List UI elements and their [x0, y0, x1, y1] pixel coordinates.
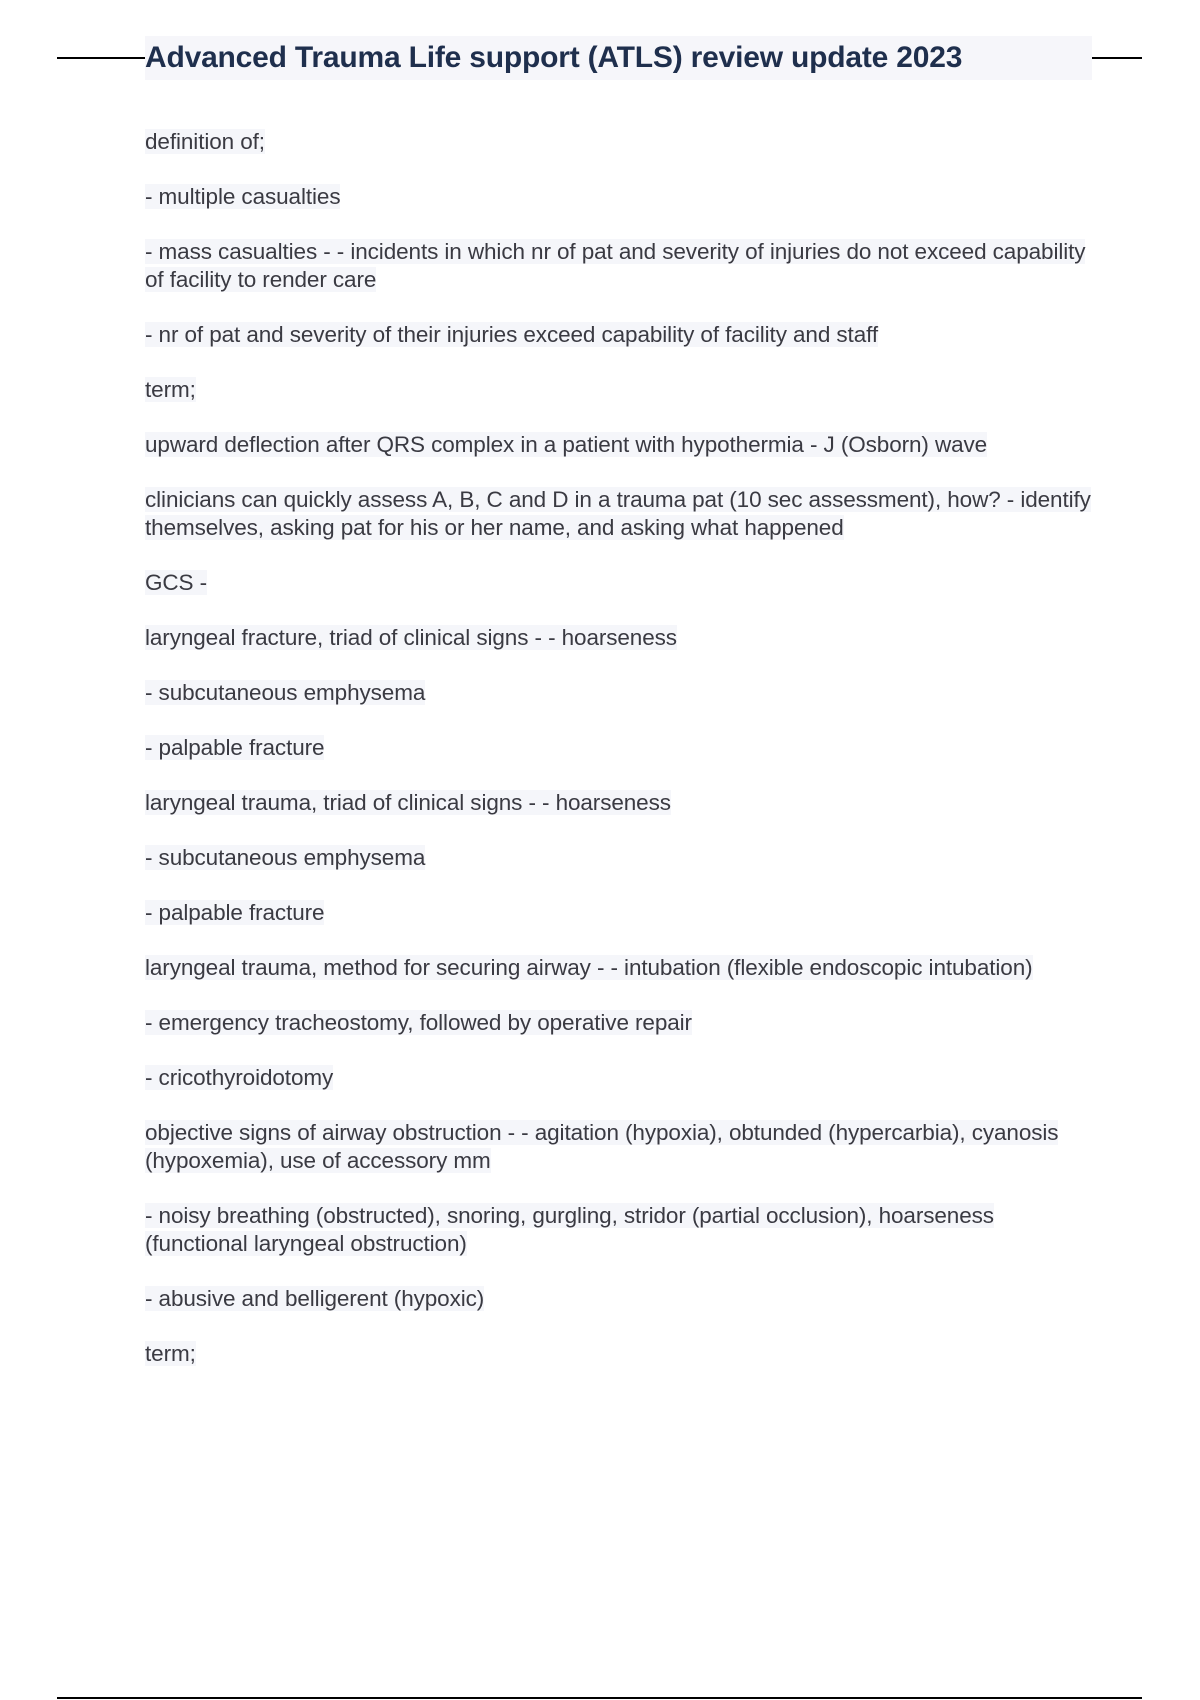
- paragraph-text: - subcutaneous emphysema: [145, 680, 426, 705]
- paragraph: [145, 899, 1095, 927]
- paragraph-text: - multiple casualties: [145, 184, 341, 209]
- paragraph-text: - palpable fracture: [145, 900, 325, 925]
- paragraph-text: - abusive and belligerent (hypoxic): [145, 1286, 485, 1311]
- paragraph: [145, 1009, 1095, 1037]
- paragraph-text: term;: [145, 377, 196, 402]
- paragraph-text: laryngeal trauma, method for securing airway - - intubation (flexible endoscopic intubation): [145, 955, 1033, 980]
- paragraph: [145, 844, 1095, 872]
- document-title: Advanced Trauma Life support (ATLS) review update 2023: [145, 41, 963, 74]
- paragraph: [145, 1064, 1095, 1092]
- paragraph-text: GCS -: [145, 570, 208, 595]
- paragraph: [145, 1340, 1095, 1368]
- header-rule-right: [1092, 57, 1142, 59]
- paragraph: [145, 486, 1095, 542]
- paragraph-text: - nr of pat and severity of their injuries exceed capability of facility and staff: [145, 322, 879, 347]
- paragraph: [145, 183, 1095, 211]
- paragraph: [145, 734, 1095, 762]
- paragraph: [145, 624, 1095, 652]
- paragraph: [145, 1202, 1095, 1258]
- paragraph: [145, 954, 1095, 982]
- paragraph: [145, 569, 1095, 597]
- paragraph-text: - palpable fracture: [145, 735, 325, 760]
- paragraph-text: - subcutaneous emphysema: [145, 845, 426, 870]
- title-banner: [145, 36, 1092, 80]
- document-body: [145, 128, 1095, 1395]
- header-rule-left: [57, 57, 145, 59]
- paragraph-text: - mass casualties - - incidents in which nr of pat and severity of injuries do not exceed capability of facility to render care: [145, 239, 1086, 292]
- paragraph: [145, 238, 1095, 294]
- paragraph: [145, 679, 1095, 707]
- paragraph-text: - noisy breathing (obstructed), snoring, gurgling, stridor (partial occlusion), hoarseness (functional laryngeal obstruction): [145, 1203, 994, 1256]
- paragraph-text: laryngeal fracture, triad of clinical signs - - hoarseness: [145, 625, 677, 650]
- paragraph-text: objective signs of airway obstruction - - agitation (hypoxia), obtunded (hypercarbia), cyanosis (hypoxemia), use of accessory mm: [145, 1120, 1059, 1173]
- footer-rule: [57, 1697, 1142, 1699]
- paragraph: [145, 431, 1095, 459]
- paragraph: [145, 376, 1095, 404]
- paragraph-text: upward deflection after QRS complex in a patient with hypothermia - J (Osborn) wave: [145, 432, 988, 457]
- paragraph-text: definition of;: [145, 129, 265, 154]
- paragraph-text: - cricothyroidotomy: [145, 1065, 334, 1090]
- paragraph: [145, 1285, 1095, 1313]
- paragraph: [145, 789, 1095, 817]
- paragraph-text: clinicians can quickly assess A, B, C and D in a trauma pat (10 sec assessment), how? - identify themselves, asking pat for his or her name, and asking what happened: [145, 487, 1091, 540]
- paragraph: [145, 128, 1095, 156]
- paragraph-text: - emergency tracheostomy, followed by operative repair: [145, 1010, 692, 1035]
- paragraph-text: laryngeal trauma, triad of clinical signs - - hoarseness: [145, 790, 671, 815]
- paragraph-text: term;: [145, 1341, 196, 1366]
- paragraph: [145, 321, 1095, 349]
- paragraph: [145, 1119, 1095, 1175]
